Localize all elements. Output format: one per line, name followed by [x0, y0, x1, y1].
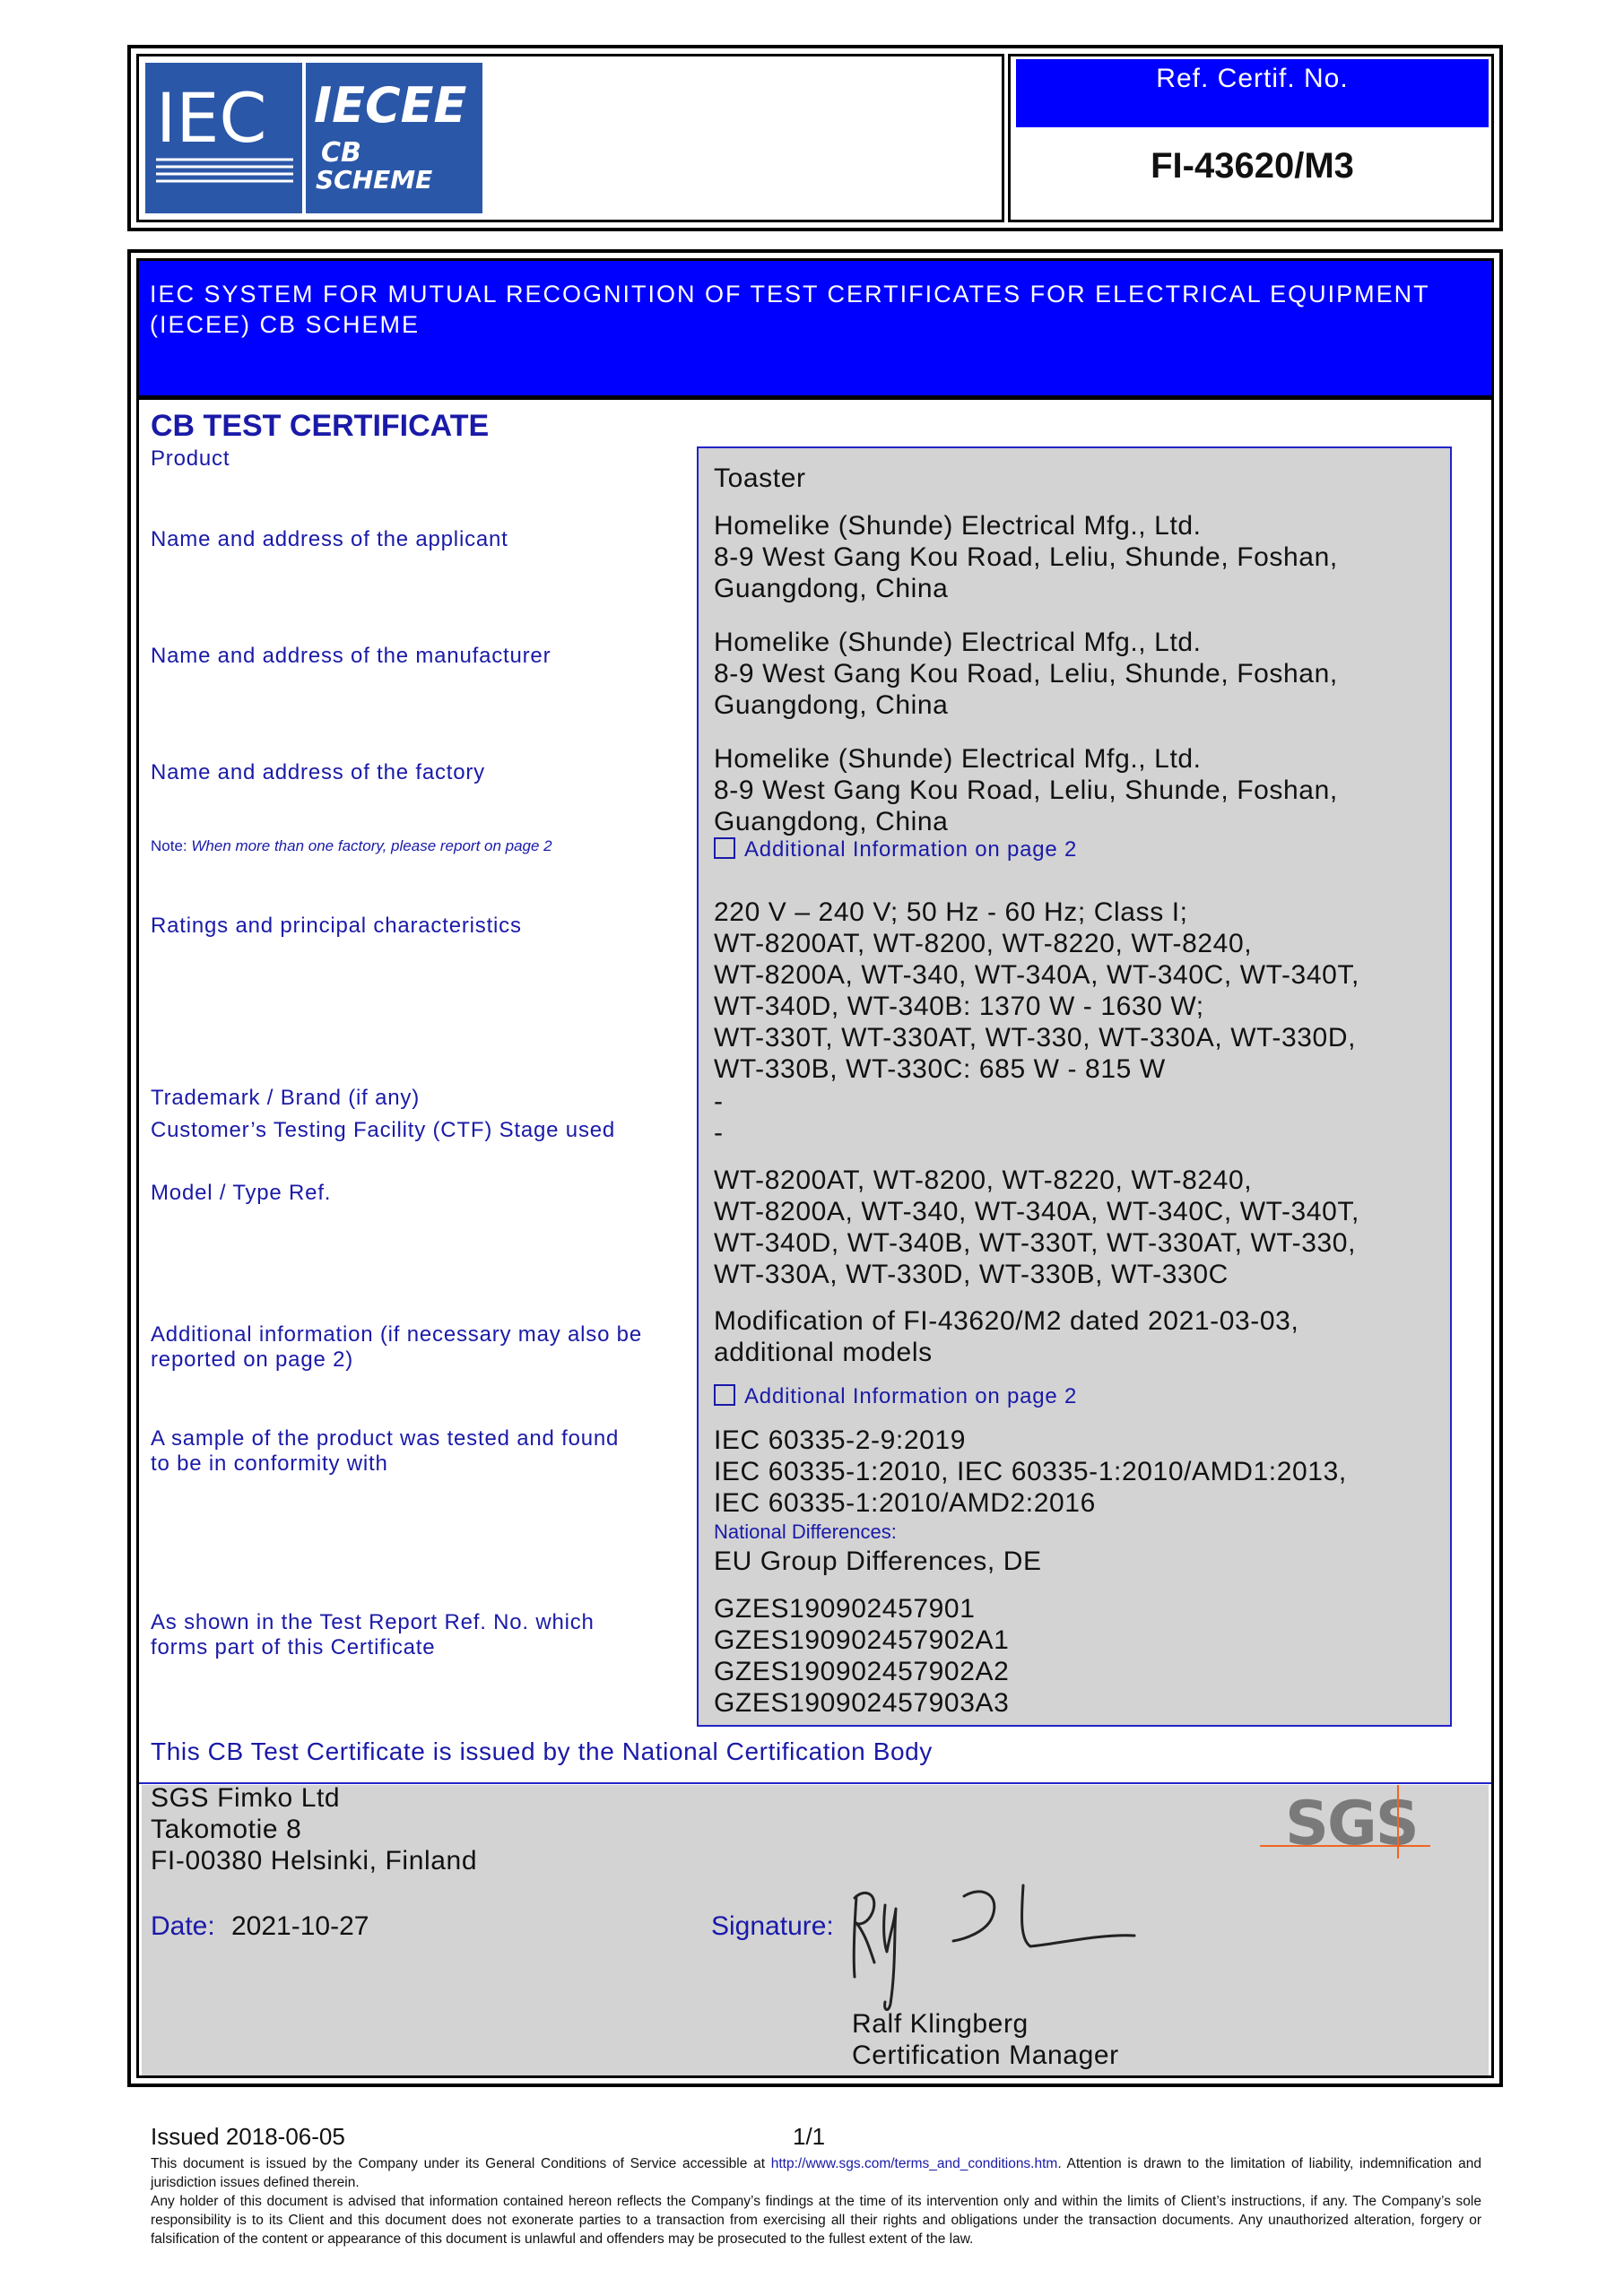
label-additional-info: Additional information (if necessary may also be reported on page 2)	[151, 1322, 642, 1372]
cb-logo-text: CB	[321, 137, 361, 169]
iecee-logo-text: IECEE	[314, 77, 467, 134]
banner-divider	[139, 395, 1491, 400]
sgs-logo-text: SGS	[1285, 1789, 1418, 1859]
additional-info-label-a: Additional Information on page 2	[744, 837, 1078, 862]
value-ctf: -	[714, 1118, 724, 1148]
factory-note	[151, 837, 552, 855]
value-national-differences: EU Group Differences, DE	[714, 1547, 1042, 1576]
label-applicant: Name and address of the applicant	[151, 527, 508, 551]
iec-logo-text: IEC	[156, 78, 267, 158]
certificate-title: CB TEST CERTIFICATE	[151, 409, 490, 443]
label-ratings: Ratings and principal characteristics	[151, 914, 522, 938]
note-text: When more than one factory, please report on page 2	[191, 837, 552, 854]
additional-info-checkbox-b[interactable]	[714, 1384, 1077, 1409]
disclaimer-part-1: This document is issued by the Company under its General Conditions of Service accessible at	[151, 2156, 771, 2171]
label-factory: Name and address of the factory	[151, 760, 485, 784]
label-trademark: Trademark / Brand (if any)	[151, 1086, 420, 1110]
terms-link[interactable]: http://www.sgs.com/terms_and_conditions.htm	[770, 2156, 1058, 2171]
page-number: 1/1	[793, 2123, 826, 2150]
label-model: Model / Type Ref.	[151, 1181, 332, 1205]
checkbox-icon[interactable]	[714, 1384, 735, 1406]
ref-certificate-number: FI-43620/M3	[1151, 146, 1354, 186]
iec-logo-graphic	[145, 63, 482, 213]
issued-by-statement: This CB Test Certificate is issued by the National Certification Body	[151, 1737, 933, 1765]
value-standards: IEC 60335-2-9:2019 IEC 60335-1:2010, IEC 60335-1:2010/AMD1:2013, IEC 60335-1:2010/AMD2:2016	[714, 1425, 1347, 1518]
label-ctf: Customer’s Testing Facility (CTF) Stage used	[151, 1118, 616, 1142]
signature-label: Signature:	[711, 1911, 834, 1941]
legal-disclaimer	[151, 2154, 1481, 2248]
signature-graphic	[838, 1869, 1161, 2017]
additional-info-label-b: Additional Information on page 2	[744, 1384, 1078, 1408]
label-test-report: As shown in the Test Report Ref. No. which forms part of this Certificate	[151, 1610, 595, 1659]
label-manufacturer: Name and address of the manufacturer	[151, 644, 551, 668]
note-prefix: Note:	[151, 837, 187, 854]
label-product: Product	[151, 446, 230, 471]
checkbox-icon[interactable]	[714, 837, 735, 859]
disclaimer-part-3: Any holder of this document is advised that information contained hereon reflects the Company’s findings at the time of its intervention only and within the limits of Client’s instructions, if any. The Company’s sole responsibility is to its Client and this document does not exonerate parties to a transaction from exercising all their rights and obligations under the transaction documents. Any unauthorized alteration, forgery or falsification of the content or appearance of this document is unlawful and offenders may be prosecuted to the fullest extent of the law.	[151, 2194, 1481, 2247]
additional-info-checkbox-a[interactable]	[714, 837, 1077, 862]
date-value: 2021-10-27	[231, 1911, 369, 1941]
scheme-banner: IEC SYSTEM FOR MUTUAL RECOGNITION OF TEST CERTIFICATES FOR ELECTRICAL EQUIPMENT (IECEE) CB SCHEME	[139, 261, 1491, 395]
date-label: Date:	[151, 1911, 215, 1941]
sgs-logo-graphic	[1260, 1780, 1439, 1862]
issued-date: Issued 2018-06-05	[151, 2123, 345, 2150]
ref-certificate-label: Ref. Certif. No.	[1016, 59, 1489, 127]
scheme-logo-text: SCHEME	[316, 165, 433, 195]
value-ratings: 220 V – 240 V; 50 Hz - 60 Hz; Class I; WT-8200AT, WT-8200, WT-8220, WT-8240, WT-8200A, WT-340, WT-340A, WT-340C, WT-340T, WT-340D, WT-340B: 1370 W - 1630 W; WT-330T, WT-330AT, WT-330, WT-330A, WT-330D, WT-330B, WT-330C: 685 W - 815 W	[714, 897, 1359, 1084]
label-conformity: A sample of the product was tested and found to be in conformity with	[151, 1426, 620, 1476]
national-differences-label: National Differences:	[714, 1521, 897, 1543]
value-factory: Homelike (Shunde) Electrical Mfg., Ltd. 8-9 West Gang Kou Road, Leliu, Shunde, Foshan, Guangdong, China	[714, 744, 1338, 836]
sgs-logo	[1260, 1780, 1439, 1862]
iec-iecee-logo	[145, 63, 482, 213]
value-applicant: Homelike (Shunde) Electrical Mfg., Ltd. 8-9 West Gang Kou Road, Leliu, Shunde, Foshan, Guangdong, China	[714, 511, 1338, 603]
value-additional-info: Modification of FI-43620/M2 dated 2021-03-03, additional models	[714, 1306, 1299, 1367]
value-manufacturer: Homelike (Shunde) Electrical Mfg., Ltd. 8-9 West Gang Kou Road, Leliu, Shunde, Foshan, Guangdong, China	[714, 628, 1338, 720]
handwritten-signature	[838, 1869, 1161, 2017]
signer-name-title: Ralf Klingberg Certification Manager	[852, 2009, 1119, 2070]
header-divider	[1002, 54, 1011, 222]
value-test-reports: GZES190902457901 GZES190902457902A1 GZES190902457902A2 GZES190902457903A3	[714, 1594, 1010, 1718]
value-product: Toaster	[714, 464, 806, 493]
disclaimer-part-2: . Attention is drawn to the limitation of liability, indemnification and jurisdiction issues defined therein.	[151, 2156, 1481, 2190]
value-model: WT-8200AT, WT-8200, WT-8220, WT-8240, WT-8200A, WT-340, WT-340A, WT-340C, WT-340T, WT-340D, WT-340B, WT-330T, WT-330AT, WT-330, WT-330A, WT-330D, WT-330B, WT-330C	[714, 1165, 1359, 1289]
ncb-address: SGS Fimko Ltd Takomotie 8 FI-00380 Helsinki, Finland	[151, 1783, 478, 1876]
value-trademark: -	[714, 1087, 724, 1116]
